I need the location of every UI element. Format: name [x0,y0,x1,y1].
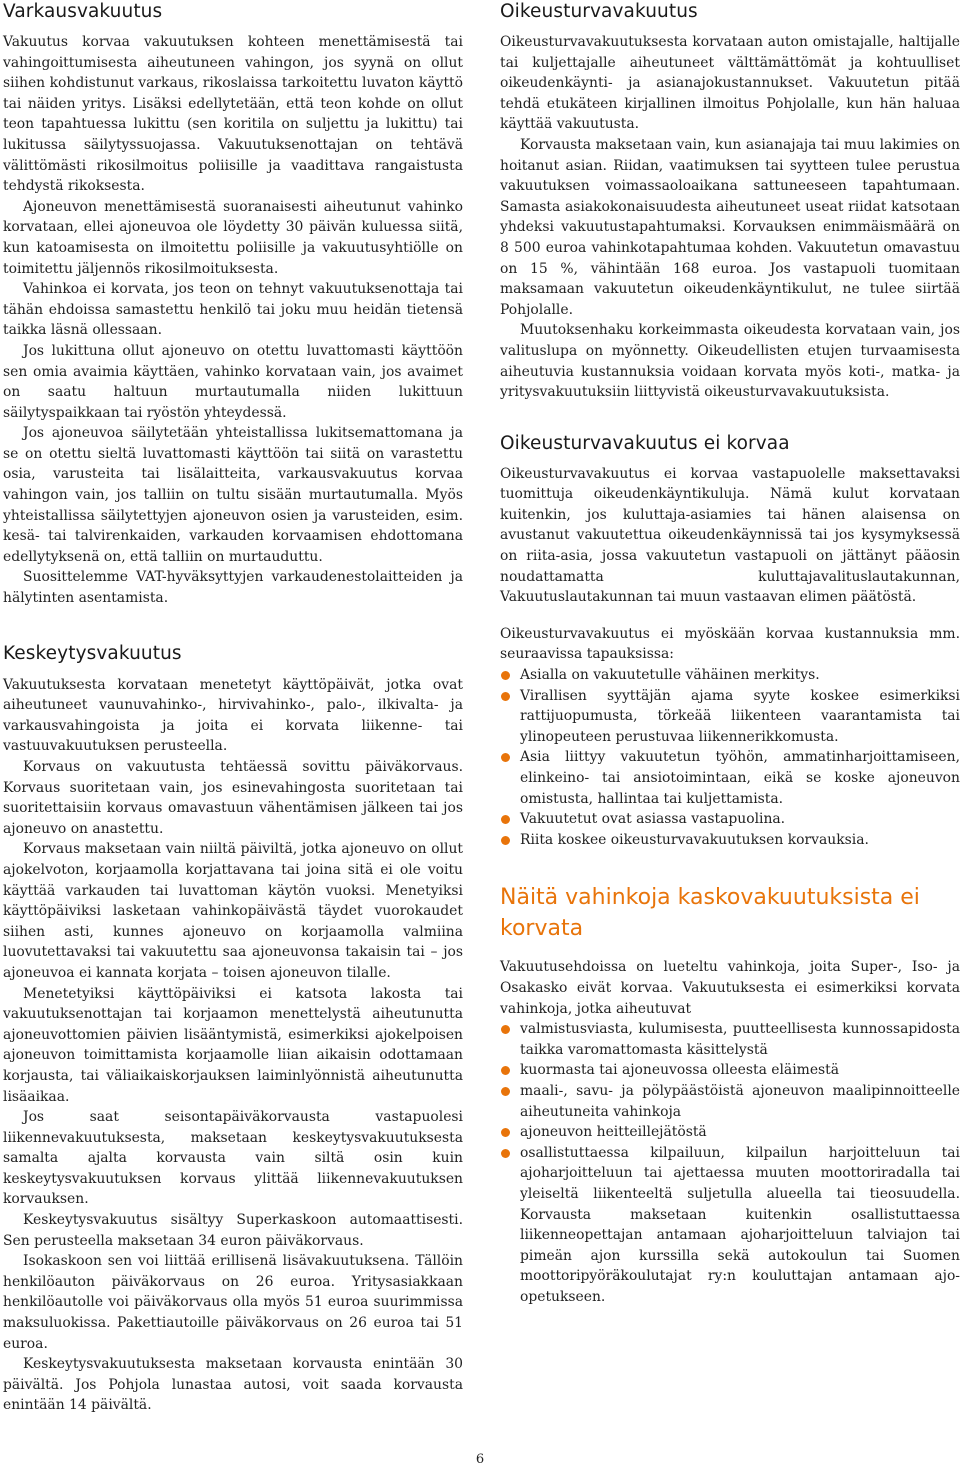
paragraph: Vahinkoa ei korvata, jos teon on tehnyt vakuutuksenottaja tai tähän ehdoissa samastettu henkilö tai joku muu heidän tietensä taikka läsnä ollessaan. [3,281,463,339]
list-item-text: valmistusviasta, kulumisesta, puutteellisesta kunnossapidosta taikka varomattomasta käsittelystä [520,1021,960,1058]
paragraph: Suosittelemme VAT-hyväksyttyjen varkaudenestolaitteiden ja hälytinten asentamista. [3,569,463,607]
list-item [500,830,960,851]
section-title-ei-korvaa: Oikeusturvavakuutus ei korvaa [500,432,790,454]
list-item-text: Riita koskee oikeusturvavakuutuksen korvauksia. [520,831,869,848]
paragraph: Keskeytysvakuutus sisältyy Superkaskoon automaattisesti. Sen perusteella maksetaan 34 euron päiväkorvaus. [3,1212,463,1249]
left-column [3,0,463,1416]
bullet-icon [501,1087,510,1096]
list-item [500,1060,960,1081]
paragraph: Vakuutusehdoissa on lueteltu vahinkoja, joita Super-, Iso- ja Osakasko eivät korvaa. Vakuutuksesta ei esimerkiksi korvata vahinkoja, jotka aiheutuvat [500,959,960,1017]
list-item [500,665,960,686]
exclusion-list [500,665,960,850]
list-item [500,1122,960,1143]
bullet-icon [501,1128,510,1137]
bullet-icon [501,1149,510,1158]
paragraph: Jos saat seisontapäiväkorvausta vastapuolesi liikennevakuutuksesta, maksetaan keskeytysvakuutuksesta samalta ajalta korvausta vain siltä osin kuin keskeytysvakuutuksen korvaus ylittää liikennevakuutuksen korvauksen. [3,1109,463,1208]
list-item [500,1143,960,1308]
list-item [500,1019,960,1060]
paragraph: Keskeytysvakuutuksesta maksetaan korvausta enintään 30 päivältä. Jos Pohjola lunastaa autosi, voit saada korvausta enintään 14 päivältä. [3,1356,463,1414]
section-title-oikeusturvavakuutus: Oikeusturvavakuutus [500,1,698,22]
bullet-icon [501,1025,510,1034]
list-item-text: Virallisen syyttäjän ajama syyte koskee esimerkiksi rattijuopumusta, törkeää liikenteen vaarantamista tai ylinopeuteen perustuvaa liikennerikkomusta. [520,687,960,745]
bullet-icon [501,1066,510,1075]
section-title-keskeytysvakuutus: Keskeytysvakuutus [3,642,182,664]
list-item-text: Vakuutetut ovat asiassa vastapuolina. [520,811,786,828]
paragraph: Korvausta maksetaan vain, kun asianajaja tai muu lakimies on hoitanut asian. Riidan, vaatimuksen tai syytteen tulee perustua vakuutuksen voimassaoloaikana sattuneeseen tapahtumaan. Samasta asiakokonaisuudesta aiheutuneet useat riidat katsotaan yhdeksi vakuutustapahtumaksi. Korvauksen enimmäismäärä on 8 500 euroa vahinkotapahtumaa kohden. Vakuutetun omavastuu on 15 %, vähintään 168 euroa. Jos vastapuoli tuomitaan maksamaan vakuutetun oikeudenkäyntikulut, ne tulee siirtää Pohjolalle. [500,136,960,318]
list-item-text: maali-, savu- ja pölypäästöistä ajoneuvon maalipinnoitteelle aiheutuneita vahinkoja [520,1082,960,1120]
paragraph: Muutoksenhaku korkeimmasta oikeudesta korvataan vain, jos valituslupa on myönnetty. Oikeudellisten etujen turvaamisesta aiheutuvia kustannuksia voidaan korvata myös koti-, matka- ja yritysvakuutuksiin liittyvistä oikeusturvavakuutuksista. [500,322,960,401]
bullet-icon [501,671,510,680]
paragraph: Korvaus on vakuutusta tehtäessä sovittu päiväkorvaus. Korvaus suoritetaan vain, jos esinevahingosta suoritetaan tai suoritettaisiin korvaus omavastuun vähentämisen jälkeen tai jos ajoneuvo on anastettu. [3,759,463,837]
paragraph: Ajoneuvon menettämisestä suoranaisesti aiheutunut vahinko korvataan, ellei ajoneuvoa ole löydetty 30 päivän kuluessa siitä, kun katoamisesta on ilmoitettu poliisille ja vakuutusyhtiölle on toimitettu jäljennös rikosilmoituksesta. [3,198,463,277]
list-item [500,809,960,830]
paragraph: Jos ajoneuvoa säilytetään yhteistallissa lukitsemattomana ja se on otettu sieltä luvattomasti käyttöön tai siitä on varastettu osia, varusteita tai lisälaitteita, varkausvakuutus korvaa vahingon vain, jos talliin on tultu sisään murtautumalla. Myös yhteistallissa säilytettyjen ajoneuvon osien ja varusteiden, esim. kesä- tai talvirenkaiden, varkauden korvaamisen ehdottomana edellytyksenä on, että talliin on murtauduttu. [3,425,463,565]
paragraph: Vakuutuksesta korvataan menetetyt käyttöpäivät, jotka ovat aiheutuneet vaunuvahinko-, hirvivahinko-, palo-, ilkivalta- ja varkausvahingoista ja joita ei korvata liikenne- tai vastuuvakuutuksen perusteella. [3,676,463,755]
bullet-icon [501,692,510,701]
list-item [500,747,960,809]
paragraph: Oikeusturvavakuutus ei myöskään korvaa kustannuksia mm. seuraavissa tapauksissa: [500,625,960,663]
paragraph: Korvaus maksetaan vain niiltä päiviltä, jotka ajoneuvo on ollut ajokelvoton, korjaamolla korjattavana tai joina sitä ei ole voitu käyttää varkauden tai luvattoman käytön vuoksi. Menetyiksi käyttöpäiviksi lasketaan vahinkopäivästä täydet vuorokaudet siihen asti, kunnes ajoneuvo on korjaamolla valmiina luovutettavaksi tai vakuutettu saa ajoneuvonsa takaisin tai – jos ajoneuvoa ei kannata korjata – toisen ajoneuvon tilalle. [3,841,463,981]
excluded-damages-list [500,1019,960,1307]
list-item-text: Asia liittyy vakuutetun työhön, ammatinharjoittamiseen, elinkeino- tai ansiotoimintaan, eikä se koske ajoneuvon omistusta, hallintaa tai kuljettamista. [520,749,960,807]
page-number: 6 [475,1452,485,1467]
bullet-icon [501,815,510,824]
list-item [500,686,960,748]
list-item [500,1081,960,1122]
paragraph: Jos lukittuna ollut ajoneuvo on otettu luvattomasti käyttöön sen omia avaimia käyttäen, vahinko korvataan vain, jos avaimet on saatu haltuun murtautumalla niiden lukittuun säilytyspaikkaan tai ryöstön yhteydessä. [3,342,463,421]
paragraph: Vakuutus korvaa vakuutuksen kohteen menettämisestä tai vahingoittumisesta aiheutuneen vahingon, jos syynä on ollut siihen kohdistunut varkaus, rikoslaissa tarkoitettu luvaton käyttö tai näiden yritys. Lisäksi edellytetään, että teon kohde on ollut teon tapahtuessa lukittu (sen koritila on suljettu ja lukittu) tai lukitussa säilytyssuojassa. Vakuutuksenottajan on tehtävä välittömästi rikosilmoitus poliisille ja vaadittava rangaistusta tehdystä rikoksesta. [3,34,463,195]
paragraph: Isokaskoon sen voi liittää erillisenä lisävakuutuksena. Tällöin henkilöauton päiväkorvaus on 26 euroa. Yritysasiakkaan henkilöautolle voi päiväkorvaus olla myös 51 euroa suurimmissa maksuluokissa. Pakettiautoille päiväkorvaus on 26 euroa tai 51 euroa. [3,1253,463,1352]
list-item-text: Asialla on vakuutetulle vähäinen merkitys. [520,667,820,684]
list-item-text: ajoneuvon heitteillejätöstä [520,1124,707,1141]
paragraph: Oikeusturvavakuutuksesta korvataan auton omistajalle, haltijalle tai kuljettajalle aiheutuneet välttämättömät ja kohtuulliset oikeudenkäynti- ja asianajokustannukset. Vakuutetun pitää tehdä etukäteen kirjallinen ilmoitus Pohjolalle, kun hän haluaa käyttää vakuutusta. [500,34,960,133]
list-item-text: osallistuttaessa kilpailuun, kilpailun harjoitteluun tai ajoharjoitteluun tai ajettaessa muuten moottoriradalla tai yleiseltä liikenteeltä suljetulla alueella tai tieosuudella. Korvausta maksetaan kuitenkin osallistuttaessa liikenneopettajan antamaan ajoharjoitteluun talviajon tai pimeän ajon kurssilla sekä autokoulun tai Suomen moottoripyöräkoulutajat ry:n kouluttajan antamaan ajo-opetukseen. [520,1144,960,1305]
bullet-icon [501,753,510,762]
section-title-varkausvakuutus: Varkausvakuutus [3,1,163,22]
bullet-icon [501,836,510,845]
paragraph: Menetetyiksi käyttöpäiviksi ei katsota lakosta tai vakuutuksenottajan tai korjaamon menettelystä aiheutunutta ajoneuvottomien päivien lisääntymistä, esimerkiksi ajokelpoisen ajoneuvon toimittamista korjaamolle liian aikaisin odottamaan korjausta, tai väliaikaiskorjauksen laiminlyönnistä aiheutunutta lisäaikaa. [3,985,463,1105]
section-title-nama-vahingot: Näitä vahinkoja kaskovakuutuksista ei korvata [500,885,920,942]
right-column [500,0,960,1307]
paragraph: Oikeusturvavakuutus ei korvaa vastapuolelle maksettavaksi tuomittuja oikeudenkäyntikuluja. Nämä kulut korvataan kuitenkin, jos kuluttaja-asiamies tai hänen alaisensa on avustanut vakuutettua oikeudenkäynnissä tai jos kysymyksessä on riita-asia, jossa vakuutetun vastapuoli on jättänyt pääosin noudattamatta kuluttajavalituslautakunnan, Vakuutuslautakunnan tai muun vastaavan elimen päätöstä. [500,465,960,606]
list-item-text: kuormasta tai ajoneuvossa olleesta eläimestä [520,1062,840,1079]
